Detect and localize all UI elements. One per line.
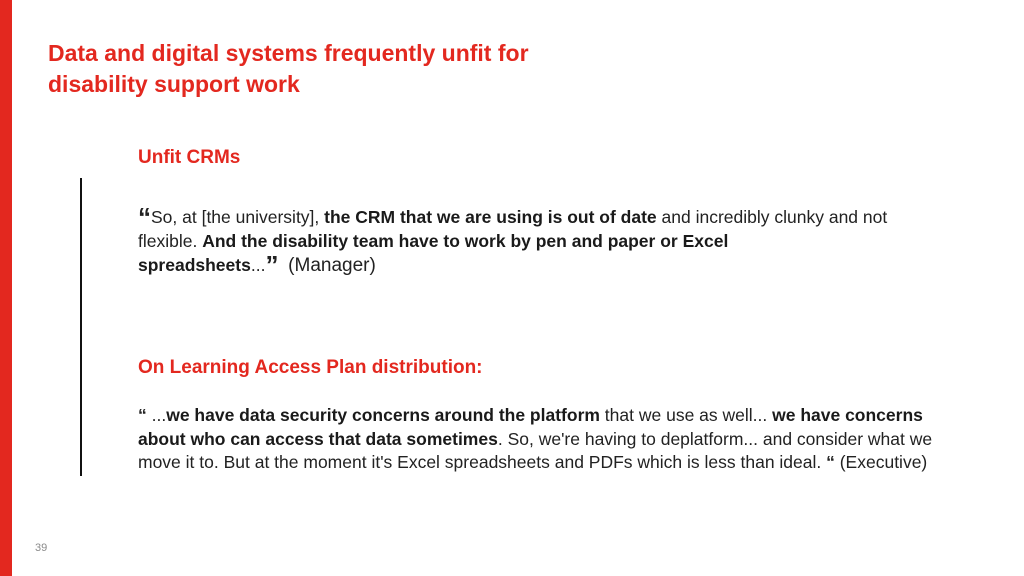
open-quote-mark: “ [138, 405, 147, 425]
quote-text: . So, we're having to deplatform... and consider what we move it to. But at the moment it's Excel spreadsheets and PDFs which is less than ideal. [138, 428, 933, 472]
executive-quote [138, 404, 938, 475]
quote-emphasis: And the disability team have to work by pen and paper or Excel spreadsheets [138, 231, 729, 275]
quote-divider [80, 178, 82, 476]
quote-emphasis: we have data security concerns around the platform [166, 405, 600, 425]
speaker-attribution: (Manager) [288, 255, 376, 276]
quote-text: and incredibly clunky and not flexible. [138, 207, 888, 251]
quote-text: ... [250, 255, 266, 275]
section-heading-unfit-crms: Unfit CRMs [138, 147, 241, 168]
quote-text: ... [146, 405, 167, 425]
close-quote-mark: ” [265, 250, 279, 280]
slide-title-line-1: Data and digital systems frequently unfit for [48, 40, 529, 66]
quote-emphasis: we have concerns about who can access that data sometimes [138, 405, 923, 449]
page-number: 39 [35, 542, 48, 554]
manager-quote [138, 202, 938, 280]
open-quote-mark: “ [138, 202, 151, 232]
speaker-attribution: (Executive) [839, 452, 928, 472]
section-heading-lap-distribution: On Learning Access Plan distribution: [138, 357, 483, 378]
quote-text: that we use as well... [599, 405, 773, 425]
slide-title-line-2: disability support work [48, 71, 300, 97]
accent-bar [0, 0, 12, 576]
quote-emphasis: the CRM that we are using is out of date [324, 207, 657, 227]
slide-title [48, 38, 648, 100]
quote-text: So, at [the university], [151, 207, 325, 227]
close-quote-mark: “ [826, 452, 835, 472]
